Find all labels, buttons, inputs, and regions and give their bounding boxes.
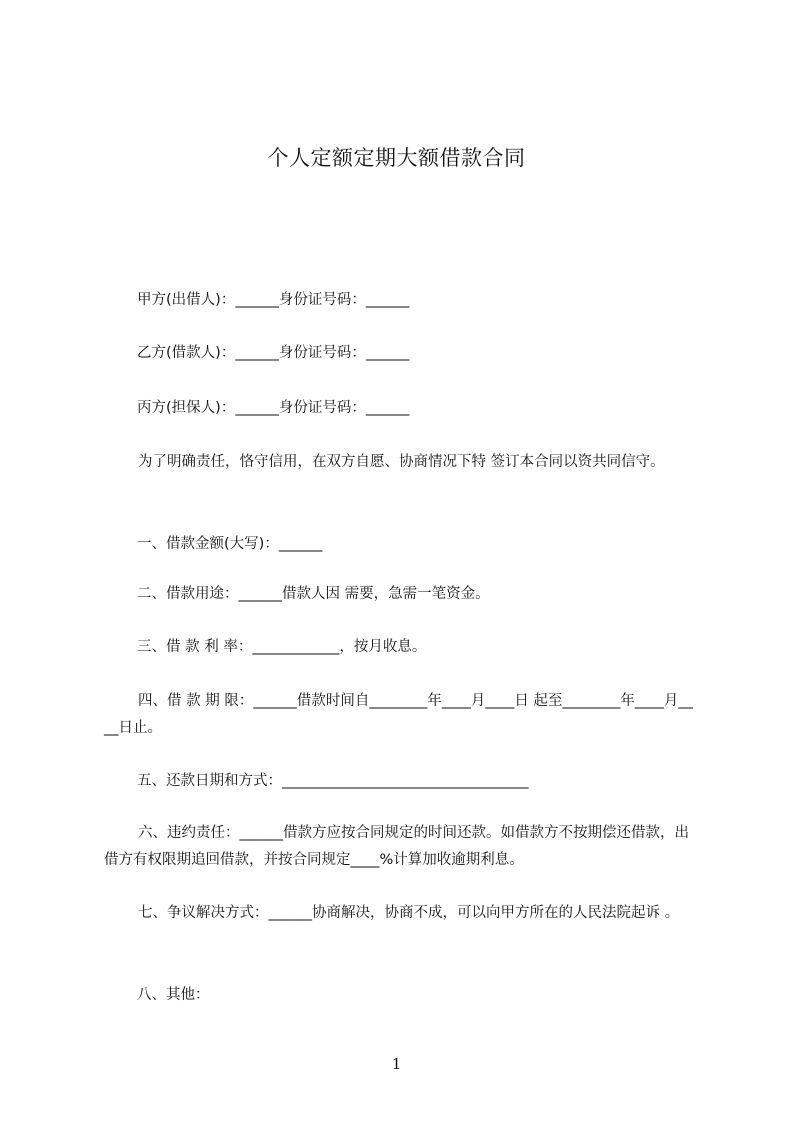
document-title: 个人定额定期大额借款合同 — [267, 146, 526, 170]
party-b-line: 乙方(借款人)：______身份证号码：______ — [137, 345, 410, 361]
clause-6-liability: 六、违约责任：______借款方应按合同规定的时间还款。如借款方不按期偿还借款，出借方有权限期追回借款，并按合同规定____%计算加收逾期利息。 — [104, 825, 689, 868]
clause-8-other: 八、其他： — [137, 987, 210, 1003]
preamble-paragraph: 为了明确责任，恪守信用，在双方自愿、协商情况下特 签订本合同以资共同信守。 — [138, 454, 665, 470]
clause-5-repayment: 五、还款日期和方式：__________________________________ — [137, 773, 529, 789]
clause-1-amount: 一、借款金额(大写)：______ — [137, 536, 323, 552]
clause-7-dispute: 七、争议解决方式：______协商解决，协商不成，可以向甲方所在的人民法院起诉 。 — [138, 905, 680, 921]
party-c-line: 丙方(担保人)：______身份证号码：______ — [137, 400, 410, 416]
party-a-line: 甲方(出借人)：______身份证号码：______ — [137, 292, 410, 308]
page-number: 1 — [391, 1055, 402, 1073]
clause-2-purpose: 二、借款用途：______借款人因 需要，急需一笔资金。 — [137, 586, 490, 602]
clause-3-rate: 三、借 款 利 率：____________，按月收息。 — [137, 639, 427, 655]
clause-4-term: 四、借 款 期 限：______借款时间自________年____月____日 起至________年____月____日止。 — [104, 693, 693, 736]
